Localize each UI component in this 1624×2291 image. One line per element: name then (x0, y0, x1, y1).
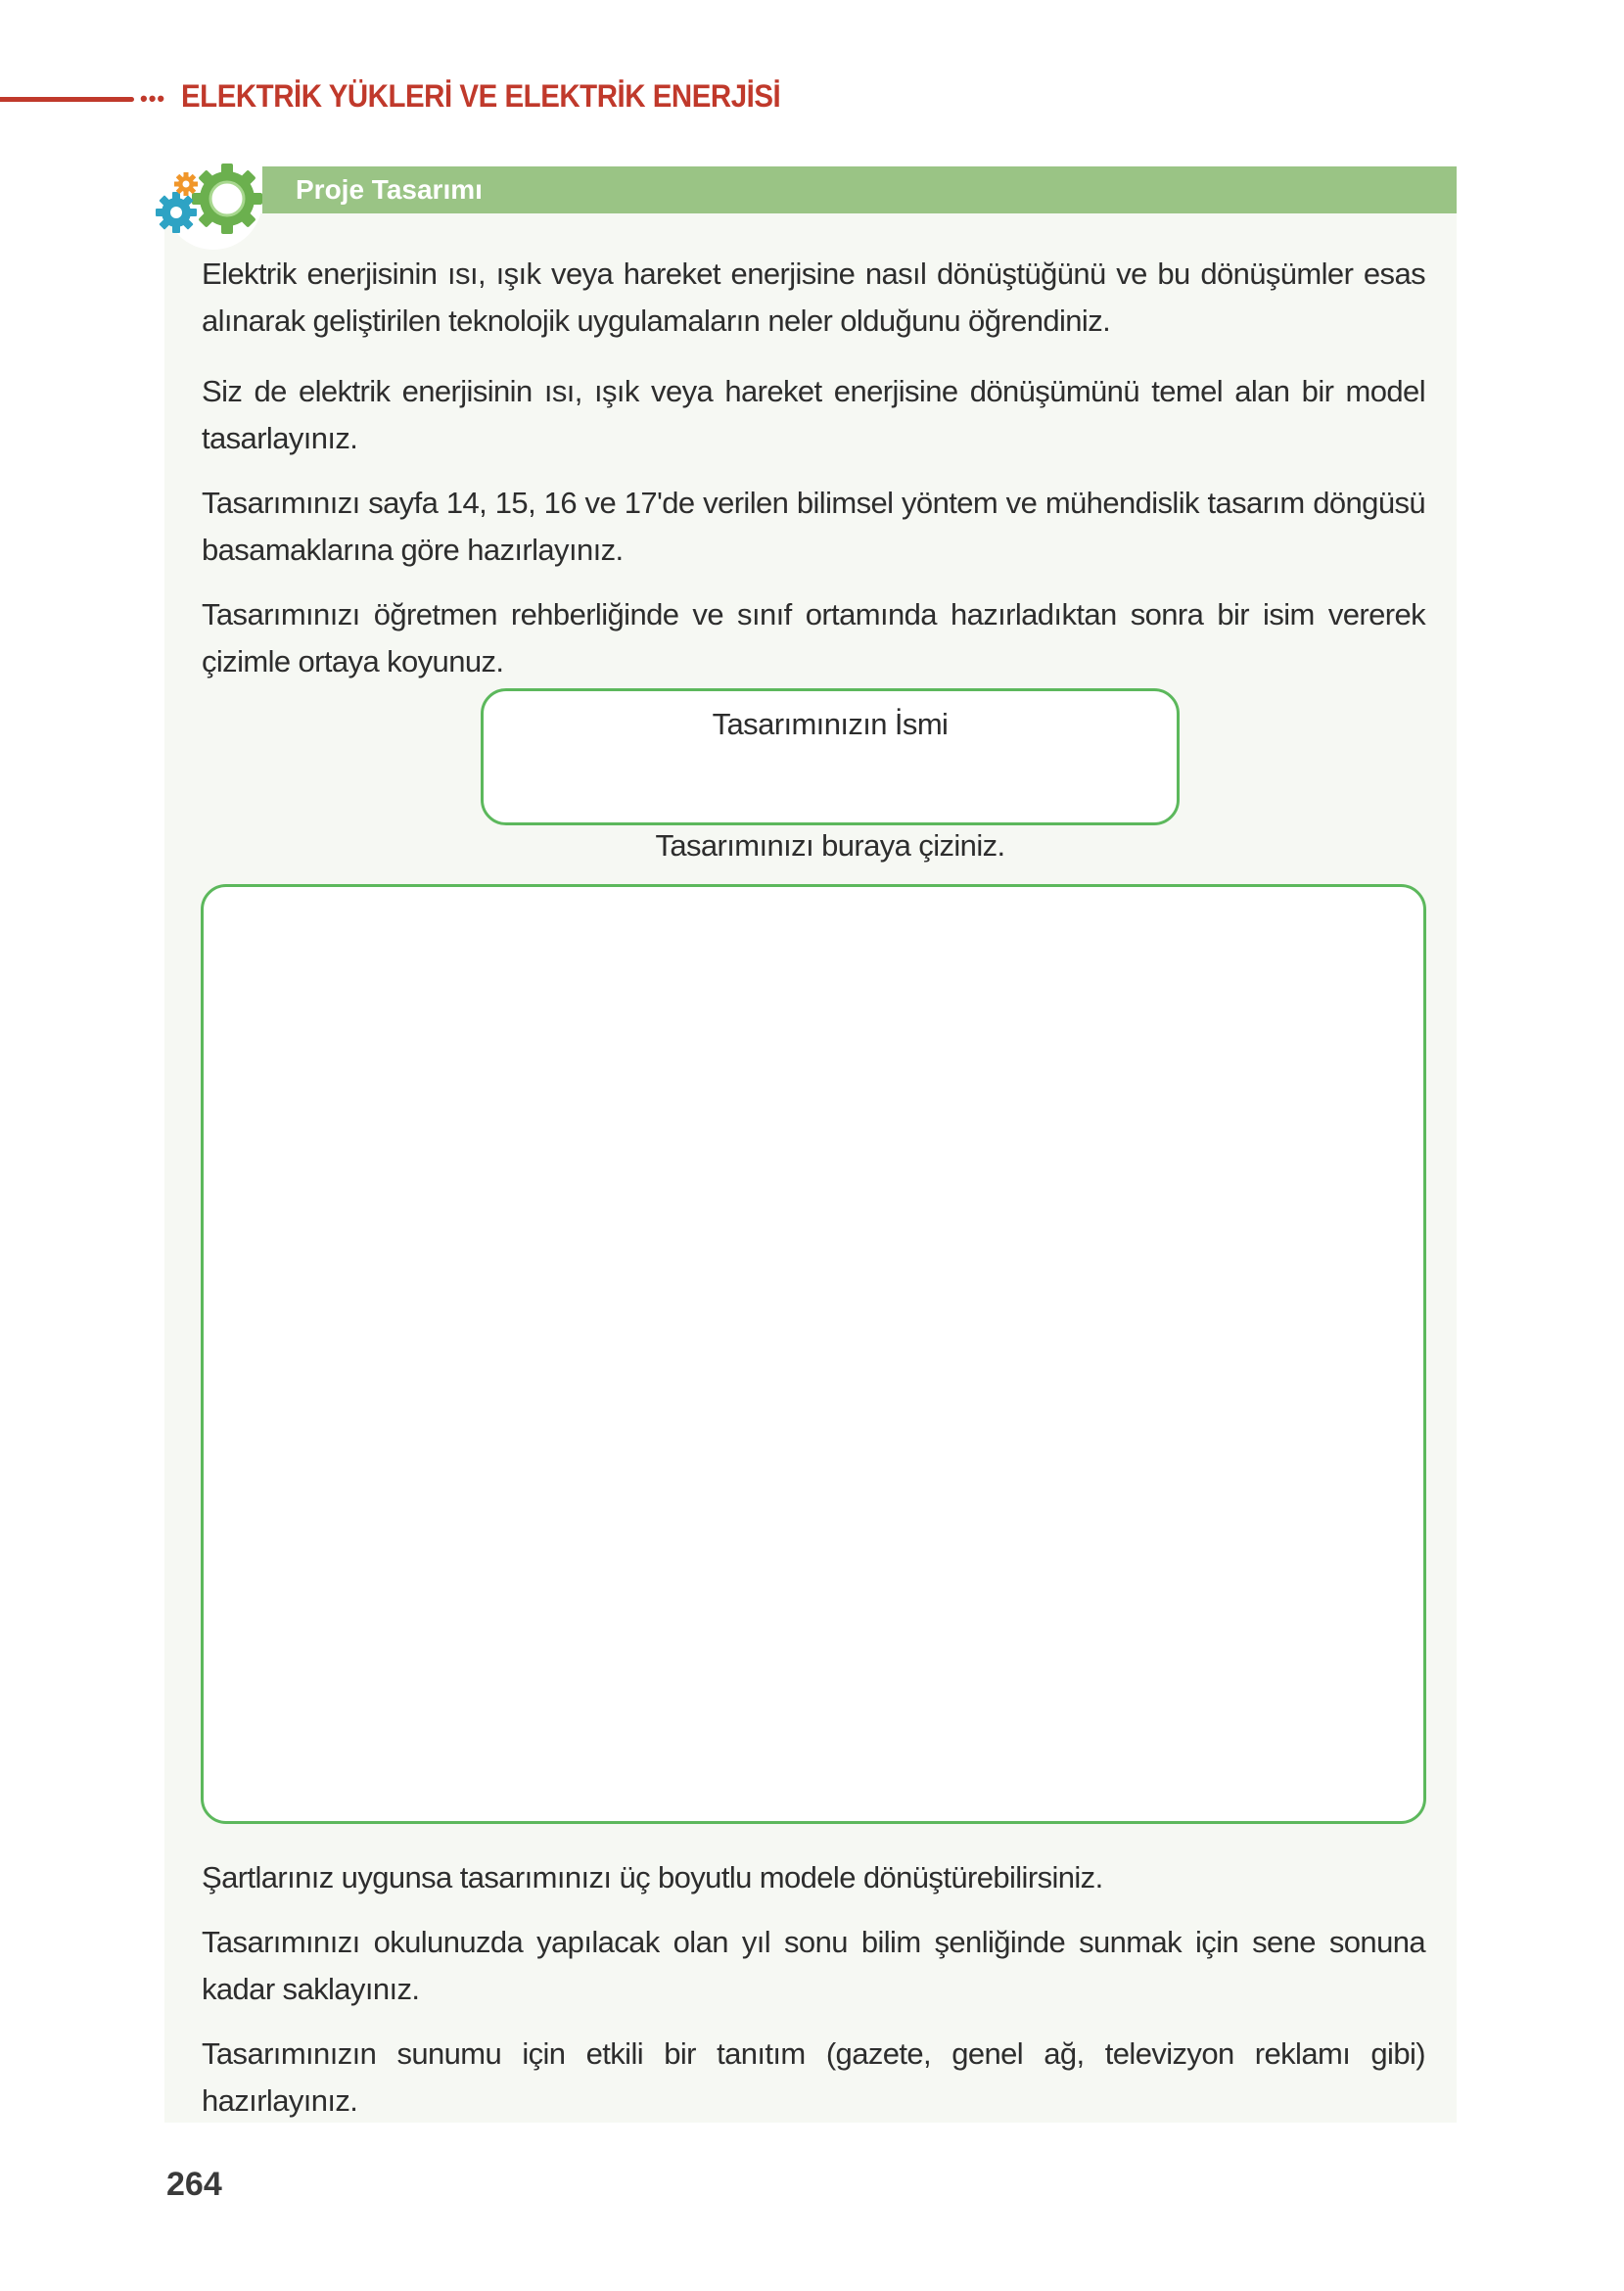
design-name-label: Tasarımınızın İsmi (712, 707, 949, 741)
method-paragraph: Tasarımınızı sayfa 14, 15, 16 ve 17'de verilen bilimsel yöntem ve mühendislik tasarım döngüsü basamaklarına göre hazırlayınız. (202, 486, 1425, 567)
header-dots: ••• (140, 86, 166, 111)
drawing-caption: Tasarımınızı buraya çiziniz. (655, 828, 1005, 863)
intro-paragraph: Elektrik enerjisinin ısı, ışık veya hareket enerjisine nasıl dönüştüğünü ve bu dönüşümler esas alınarak geliştirilen teknolojik uygulamaların neler olduğunu öğrendiniz. (202, 257, 1425, 338)
closing-paragraph-3d: Şartlarınız uygunsa tasarımınızı üç boyutlu modele dönüştürebilirsiniz. (202, 1860, 1103, 1894)
section-title: Proje Tasarımı (296, 174, 483, 205)
unit-title: ELEKTRİK YÜKLERİ VE ELEKTRİK ENERJİSİ (181, 78, 781, 114)
naming-paragraph: Tasarımınızı öğretmen rehberliğinde ve sınıf ortamında hazırladıktan sonra bir isim vererek çizimle ortaya koyunuz. (202, 597, 1425, 678)
header-rule (0, 97, 134, 102)
page-number: 264 (166, 2166, 222, 2203)
task-paragraph: Siz de elektrik enerjisinin ısı, ışık veya hareket enerjisine dönüşümünü temel alan bir model tasarlayınız. (202, 374, 1425, 455)
gears-icon (147, 152, 284, 250)
closing-paragraph-promo: Tasarımınızın sunumu için etkili bir tanıtım (gazete, genel ağ, televizyon reklamı gibi) hazırlayınız. (202, 2036, 1425, 2118)
design-name-box[interactable] (481, 688, 1180, 825)
drawing-area[interactable] (201, 884, 1426, 1824)
closing-paragraph-save: Tasarımınızı okulunuzda yapılacak olan yıl sonu bilim şenliğinde sunmak için sene sonuna kadar saklayınız. (202, 1925, 1425, 2006)
